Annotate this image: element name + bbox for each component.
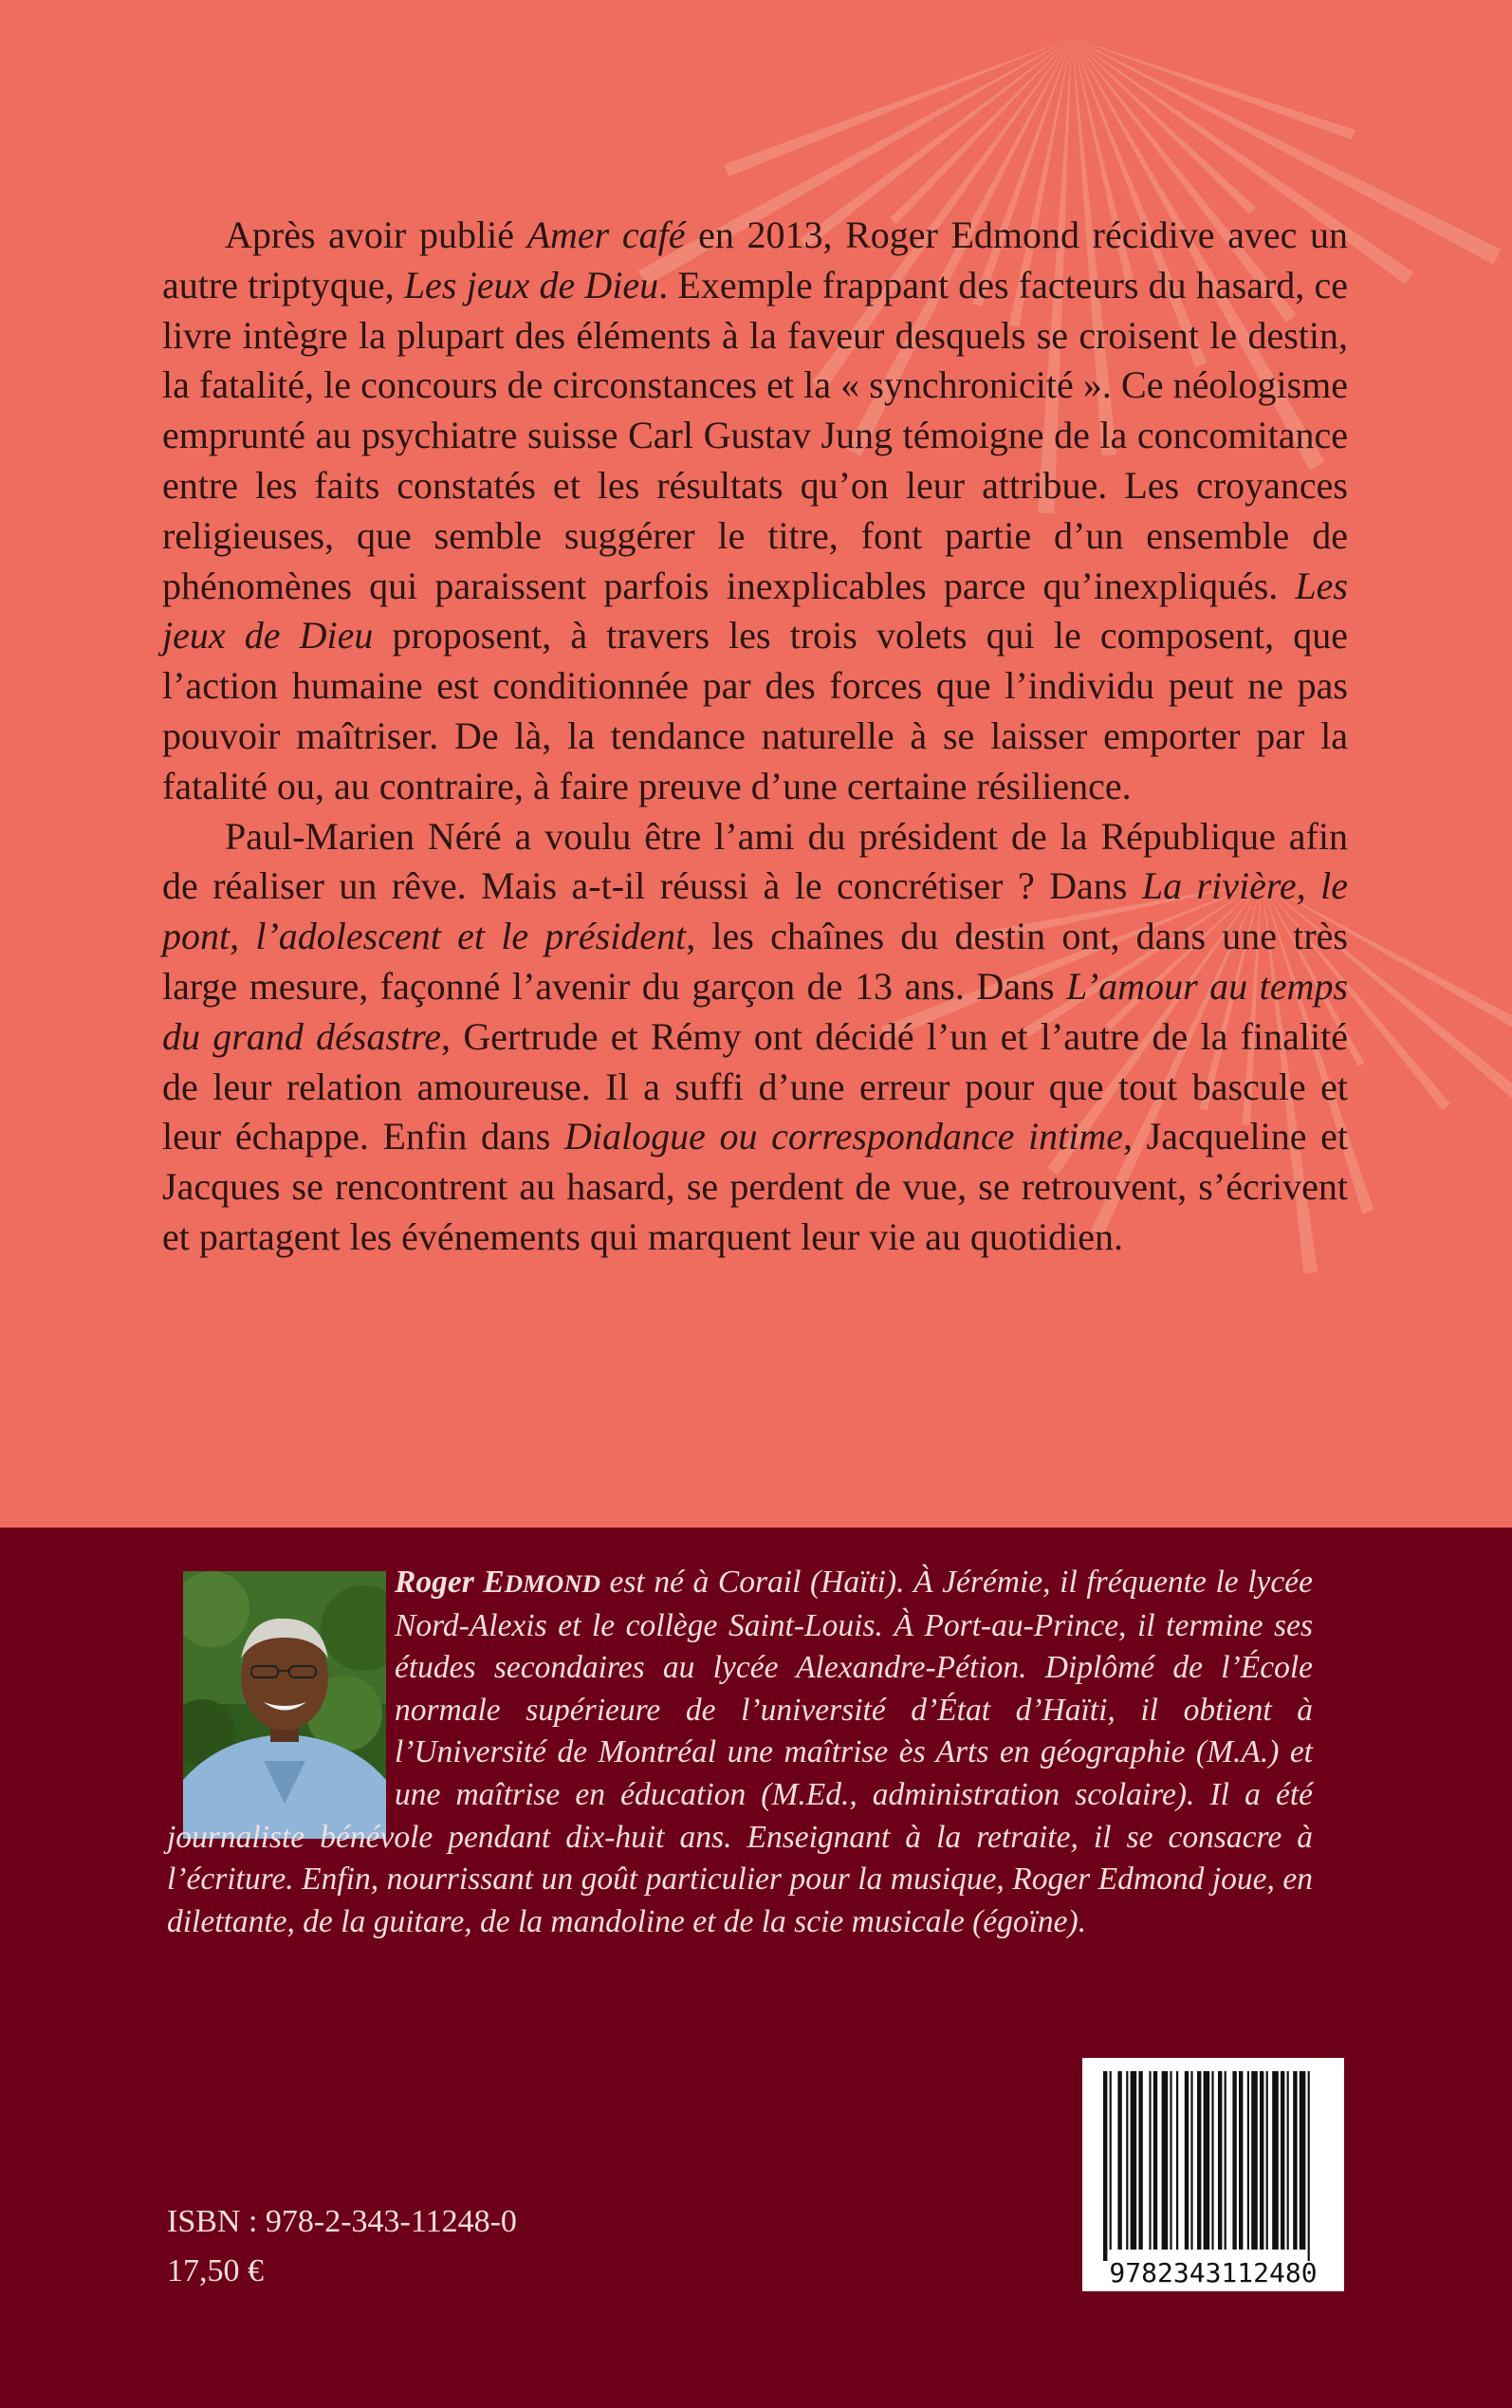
blurb-paragraph-2 — [162, 812, 1348, 1263]
barcode-bar — [1260, 2071, 1263, 2250]
author-bio-text: est né à Corail (Haïti). À Jérémie, il fréquente le lycée Nord-Alexis et le collège Saint-Louis. À Port-au-Prince, il termine ses études secondaires au lycée Alexandre-Pétion. Diplômé de l’École normale supérieure de l’université d’État d’Haïti, il obtient à l’Université de Montréal une maîtrise ès Arts en géographie (M.A.) et une maîtrise en éducation (M.Ed., administration scolaire). Il a été journaliste bénévole pendant dix-huit ans. Enseignant à la retraite, il se consacre à l’écriture. Enfin, nourrissant un goût particulier pour la musique, Roger Edmond joue, en dilettante, de la guitare, de la mandoline et de la scie musicale (égoïne). — [167, 1565, 1314, 1939]
barcode-bar — [1281, 2071, 1284, 2250]
barcode-bar — [1225, 2071, 1226, 2250]
barcode-bar — [1308, 2071, 1310, 2261]
blurb-text: en 2013, Roger Edmond récidive avec un autre triptyque, — [162, 213, 1349, 306]
blurb-text: . Exemple frappant des facteurs du hasard, ce livre intègre la plupart des éléments à la faveur desquels se croisent le destin, la fatalité, le concours de circonstances et la « synchronicité ». Ce néologisme emprunté au psychiatre suisse Carl Gustav Jung témoigne de la concomitance entre les faits constatés et les résultats qu’on leur attribue. Les croyances religieuses, que semble suggérer le titre, font partie d’un ensemble de phénomènes qui paraissent parfois inexplicables parce qu’inexpliqués. — [162, 263, 1348, 607]
barcode-bar — [1197, 2071, 1201, 2250]
barcode-bar — [1232, 2071, 1236, 2250]
barcode-bar — [1117, 2071, 1121, 2250]
barcode-bar — [1103, 2071, 1107, 2261]
barcode-bar — [1153, 2071, 1157, 2250]
barcode-bar — [1162, 2071, 1169, 2250]
barcode-bar — [1251, 2071, 1258, 2250]
blurb-text: Après avoir publié — [225, 213, 527, 256]
isbn-label: ISBN : 978-2-343-11248-0 — [167, 2204, 517, 2239]
barcode-bar — [1170, 2071, 1171, 2250]
blurb-text: Paul-Marien Néré a voulu être l’ami du président de la République afin de réaliser un rêve. Mais a-t-il réussi à le concrétiser ? Dans — [162, 814, 1348, 908]
barcode-bar — [1287, 2071, 1289, 2250]
barcode-bar — [1239, 2071, 1243, 2250]
barcode-bar — [1190, 2071, 1192, 2250]
barcode-bar — [1272, 2071, 1279, 2250]
barcode-bar — [1293, 2071, 1297, 2250]
frond-leaf — [1072, 38, 1355, 139]
author-name: Roger EDMOND — [395, 1565, 600, 1600]
blurb-text: , Gertrude et Rémy ont décidé l’un et l’autre de la finalité de leur relation amoureuse. Il a suffi d’une erreur pour que tout bascule et leur échappe. Enfin dans — [162, 1014, 1348, 1158]
blurb-text: , les chaînes du destin ont, dans une très large mesure, façonné l’avenir du garçon de 13 ans. Dans — [162, 915, 1348, 1008]
barcode-bar — [1211, 2071, 1213, 2250]
barcode-bar — [1218, 2071, 1222, 2250]
blurb-text: proposent, à travers les trois volets qui le composent, que l’action humaine est conditionnée par des forces que l’individu peut ne pas pouvoir maîtriser. De là, la tendance naturelle à se laisser emporter par la fatalité ou, au contraire, à faire preuve d’une certaine résilience. — [162, 614, 1348, 807]
barcode-bar — [1185, 2071, 1189, 2250]
book-title-italic: La rivière, le pont, l’adolescent et le président — [162, 864, 1348, 958]
book-title-italic: Dialogue ou correspondance intime — [564, 1115, 1124, 1158]
barcode-bar — [1266, 2071, 1268, 2250]
book-title-italic: Les jeux de Dieu — [162, 564, 1348, 658]
book-title-italic: Amer café — [526, 213, 686, 256]
barcode-bar — [1300, 2071, 1306, 2250]
price-label: 17,50 € — [167, 2253, 264, 2288]
blurb-paragraph-1 — [162, 211, 1348, 812]
book-blurb — [162, 211, 1348, 1263]
barcode — [1082, 2058, 1344, 2291]
barcode-bar — [1149, 2071, 1151, 2250]
barcode-bar — [1126, 2071, 1128, 2250]
book-title-italic: L’amour au temps du grand désastre — [162, 964, 1349, 1058]
blurb-text: , Jacqueline et Jacques se rencontrent au hasard, se perdent de vue, se retrouvent, s’écrivent et partagent les événements qui marquent leur vie au quotidien. — [162, 1115, 1349, 1258]
barcode-bar — [1138, 2071, 1142, 2250]
frond-leaf — [890, 38, 1072, 224]
barcode-bar — [1110, 2071, 1112, 2250]
author-biography — [167, 1562, 1313, 1943]
frond-leaf — [1072, 38, 1256, 214]
barcode-bar — [1176, 2071, 1178, 2250]
barcode-bar — [1247, 2071, 1249, 2250]
barcode-bar — [1131, 2071, 1137, 2250]
barcode-digits: 9782343112480 — [1109, 2257, 1318, 2288]
book-title-italic: Les jeux de Dieu — [403, 263, 659, 306]
barcode-bar — [1204, 2071, 1210, 2250]
